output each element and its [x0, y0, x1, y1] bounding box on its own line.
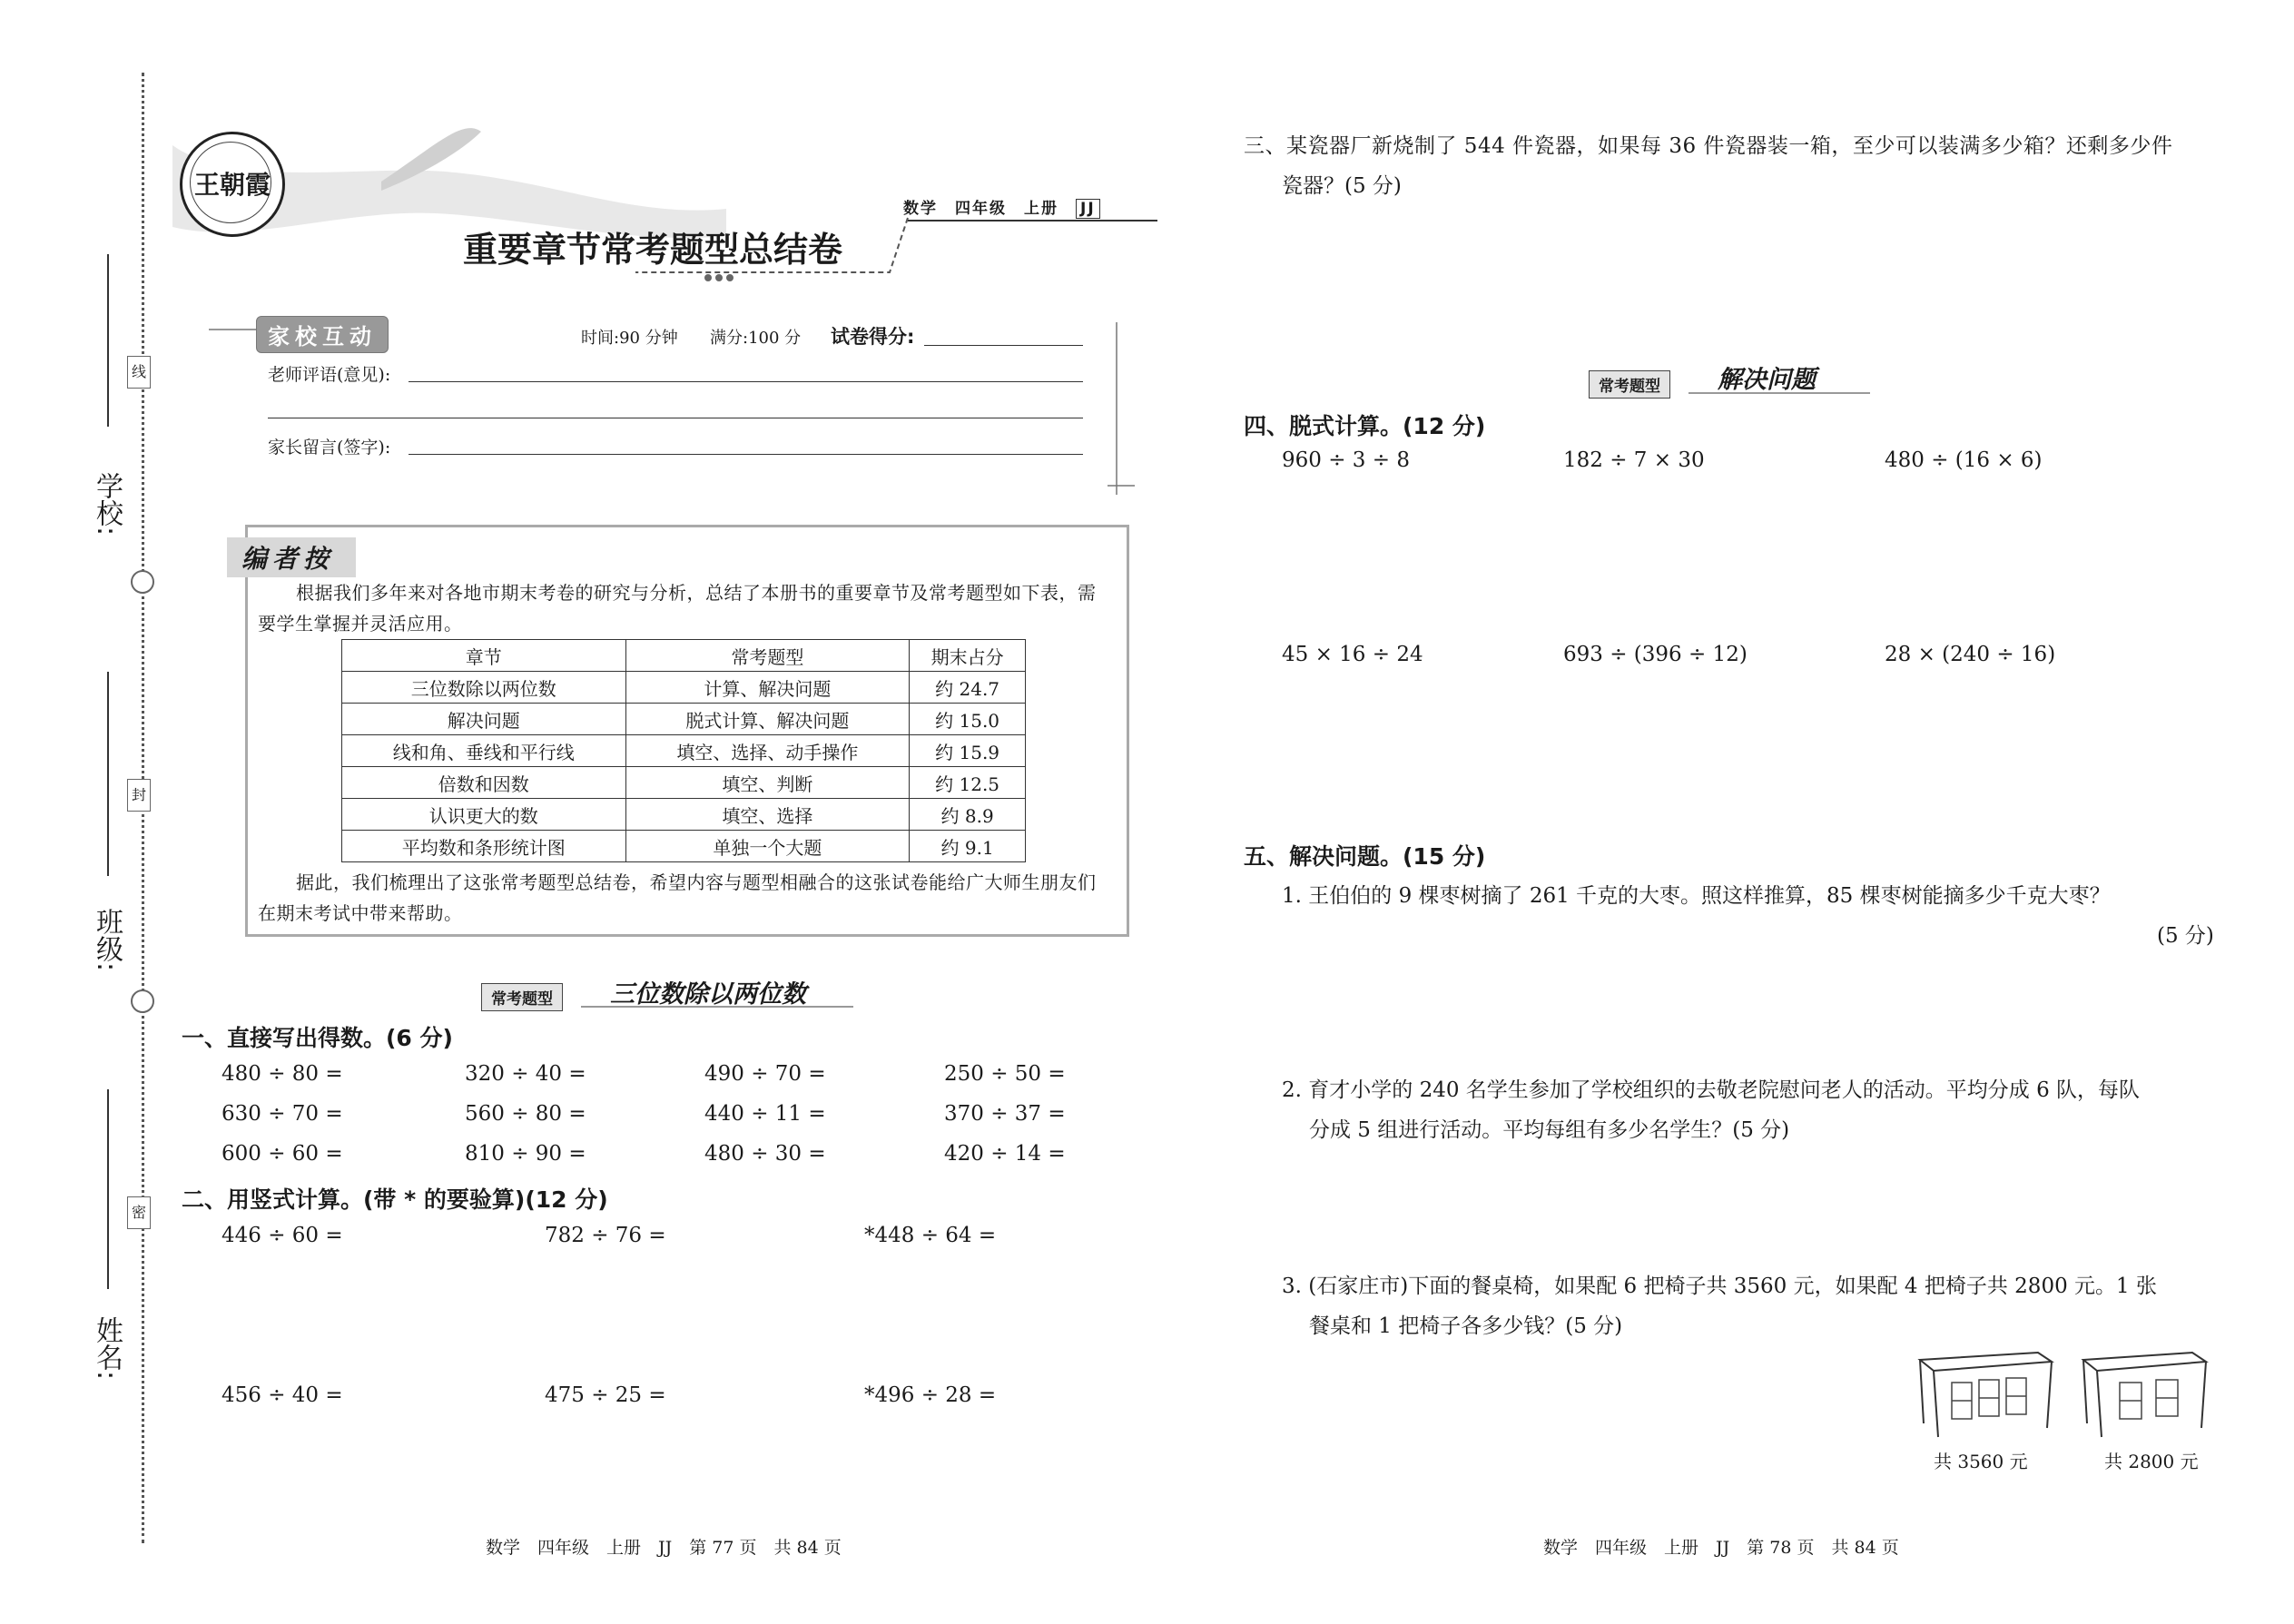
q4-item: 28 × (240 ÷ 16): [1885, 643, 2056, 666]
table-cell: 约 24.7: [910, 672, 1026, 704]
q4-item: 693 ÷ (396 ÷ 12): [1563, 643, 1748, 666]
binding-hole-icon: [131, 989, 154, 1013]
table-cell: 脱式计算、解决问题: [625, 704, 910, 735]
name-write-line[interactable]: [107, 1089, 109, 1289]
table-cell: 计算、解决问题: [625, 672, 910, 704]
q1-item: 370 ÷ 37 =: [944, 1102, 1066, 1126]
table-cell: 填空、判断: [625, 767, 910, 799]
footer-right: 数学 四年级 上册 JJ 第 78 页 共 84 页: [1543, 1538, 1899, 1558]
section2-title: 解决问题: [1718, 366, 1816, 394]
table-header: 章节: [342, 640, 626, 672]
table-cell: 解决问题: [342, 704, 626, 735]
table-cell: 约 12.5: [910, 767, 1026, 799]
q3-line2: 瓷器？(5 分): [1282, 174, 1402, 198]
q2-heading: 二、用竖式计算。(带 * 的要验算)(12 分): [182, 1186, 608, 1213]
q1-item: 480 ÷ 80 =: [222, 1062, 343, 1086]
section1-arrow-line: [581, 1006, 853, 1008]
q1-item: 320 ÷ 40 =: [465, 1062, 586, 1086]
teacher-comment-label: 老师评语(意见):: [268, 365, 391, 385]
q1-item: 600 ÷ 60 =: [222, 1142, 343, 1166]
parent-comment-label: 家长留言(签字):: [268, 438, 391, 458]
table-row: [342, 704, 1026, 735]
subject-tags: 数学 四年级 上册 JJ: [903, 195, 1100, 218]
q1-item: 440 ÷ 11 =: [704, 1102, 826, 1126]
table-header: 期末占分: [910, 640, 1026, 672]
table-chairs-4-icon: [2074, 1342, 2210, 1443]
q1-heading: 一、直接写出得数。(6 分): [182, 1025, 453, 1051]
q2-item: 456 ÷ 40 =: [222, 1383, 343, 1407]
q4-item: 960 ÷ 3 ÷ 8: [1282, 448, 1410, 472]
q1-item: 250 ÷ 50 =: [944, 1062, 1066, 1086]
q2-item: 446 ÷ 60 =: [222, 1224, 343, 1247]
q1-item: 810 ÷ 90 =: [465, 1142, 586, 1166]
table-cell: 认识更大的数: [342, 799, 626, 831]
editor-note-intro: 根据我们多年来对各地市期末考卷的研究与分析，总结了本册书的重要章节及常考题型如下表，需要学生掌握并灵活应用。: [258, 582, 1097, 635]
table-cell: 单独一个大题: [625, 831, 910, 862]
q1-item: 480 ÷ 30 =: [704, 1142, 826, 1166]
q1-item: 490 ÷ 70 =: [704, 1062, 826, 1086]
school-label: 学校:: [91, 472, 123, 536]
section-tag: 常考题型: [481, 983, 563, 1011]
section1-title: 三位数除以两位数: [610, 980, 806, 1009]
name-label: 姓名:: [91, 1316, 123, 1381]
q2-item: *496 ÷ 28 =: [864, 1383, 997, 1407]
q2-item: *448 ÷ 64 =: [864, 1224, 997, 1247]
table-row: [342, 672, 1026, 704]
q5-p2-line1: 2. 育才小学的 240 名学生参加了学校组织的去敬老院慰问老人的活动。平均分成 6 队，每队: [1282, 1078, 2141, 1102]
table-row: [342, 831, 1026, 862]
subject-underline: [908, 220, 1157, 221]
school-write-line[interactable]: [107, 254, 109, 427]
q1-item: 560 ÷ 80 =: [465, 1102, 586, 1126]
q5-heading: 五、解决问题。(15 分): [1244, 843, 1486, 870]
img2-caption: 共 2800 元: [2104, 1451, 2199, 1472]
exam-time: 时间:90 分钟: [581, 329, 678, 348]
full-score: 满分:100 分: [710, 329, 802, 348]
table-cell: 约 8.9: [910, 799, 1026, 831]
home-school-badge: 家校互动: [256, 316, 389, 353]
editor-note-outro: 据此，我们梳理出了这张常考题型总结卷，希望内容与题型相融合的这张试卷能给广大师生朋友们在期末考试中带来帮助。: [258, 871, 1097, 924]
q5-p3-line2: 餐桌和 1 把椅子各多少钱？(5 分): [1309, 1314, 1623, 1338]
table-row: [342, 735, 1026, 767]
q5-p2-line2: 分成 5 组进行活动。平均每组有多少名学生？(5 分): [1309, 1118, 1790, 1142]
q5-p1-text: 1. 王伯伯的 9 棵枣树摘了 261 千克的大枣。照这样推算，85 棵枣树能摘多少千克大枣？: [1282, 884, 2111, 908]
class-write-line[interactable]: [107, 672, 109, 876]
q2-item: 782 ÷ 76 =: [545, 1224, 666, 1247]
table-cell: 线和角、垂线和平行线: [342, 735, 626, 767]
table-cell: 约 15.0: [910, 704, 1026, 735]
teacher-comment-field[interactable]: [409, 381, 1083, 382]
section2-arrow-line: [1689, 392, 1870, 394]
table-cell: 倍数和因数: [342, 767, 626, 799]
cut-mark-3: 密: [127, 1196, 151, 1229]
chapter-summary-table: [341, 639, 1026, 862]
cut-mark-1: 线: [127, 356, 151, 389]
q4-item: 45 × 16 ÷ 24: [1282, 643, 1423, 666]
q5-p3-line1: 3. (石家庄市)下面的餐桌椅，如果配 6 把椅子共 3560 元，如果配 4 把椅子共 2800 元。1 张: [1282, 1275, 2157, 1298]
table-cell: 约 9.1: [910, 831, 1026, 862]
footer-left: 数学 四年级 上册 JJ 第 77 页 共 84 页: [486, 1538, 842, 1558]
q2-item: 475 ÷ 25 =: [545, 1383, 666, 1407]
q1-item: 420 ÷ 14 =: [944, 1142, 1066, 1166]
score-label: 试卷得分:: [831, 326, 915, 348]
table-header: 常考题型: [625, 640, 910, 672]
binding-hole-icon: [131, 570, 154, 594]
section-tag: 常考题型: [1589, 370, 1670, 399]
table-chairs-6-icon: [1911, 1342, 2056, 1443]
img1-caption: 共 3560 元: [1934, 1451, 2028, 1472]
table-cell: 约 15.9: [910, 735, 1026, 767]
editor-note-title: 编者按: [227, 537, 356, 577]
q3-line1: 三、某瓷器厂新烧制了 544 件瓷器，如果每 36 件瓷器装一箱，至少可以装满多少箱？还剩多少件: [1244, 134, 2173, 158]
q1-item: 630 ÷ 70 =: [222, 1102, 343, 1126]
table-row: [342, 767, 1026, 799]
parent-comment-field[interactable]: [409, 454, 1083, 455]
q4-heading: 四、脱式计算。(12 分): [1244, 413, 1486, 439]
table-cell: 填空、选择: [625, 799, 910, 831]
q4-item: 480 ÷ (16 × 6): [1885, 448, 2043, 472]
table-row: [342, 799, 1026, 831]
cut-mark-2: 封: [127, 779, 151, 812]
page-title: 重要章节常考题型总结卷: [463, 229, 843, 270]
brand-logo: 王朝霞: [180, 132, 285, 237]
score-field[interactable]: [924, 345, 1083, 346]
class-label: 班级:: [91, 908, 123, 972]
q5-p1-score: (5 分): [2157, 924, 2214, 948]
table-cell: 平均数和条形统计图: [342, 831, 626, 862]
table-cell: 填空、选择、动手操作: [625, 735, 910, 767]
q4-item: 182 ÷ 7 × 30: [1563, 448, 1705, 472]
table-cell: 三位数除以两位数: [342, 672, 626, 704]
